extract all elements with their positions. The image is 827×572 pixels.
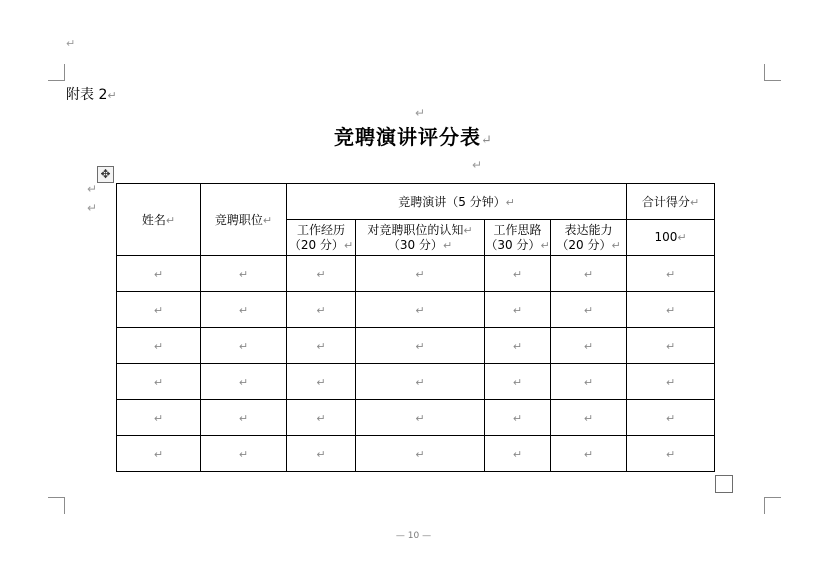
crop-mark-bottom-left bbox=[48, 497, 65, 514]
header-name[interactable]: 姓名↵ bbox=[117, 184, 201, 256]
paragraph-mark: ↵ bbox=[316, 375, 326, 389]
paragraph-mark: ↵ bbox=[415, 267, 425, 281]
paragraph-mark: ↵ bbox=[66, 37, 76, 50]
paragraph-mark: ↵ bbox=[153, 411, 164, 425]
table-cell[interactable] bbox=[551, 292, 627, 328]
table-row bbox=[117, 328, 715, 364]
paragraph-mark: ↵ bbox=[238, 375, 249, 389]
table-cell[interactable] bbox=[117, 436, 201, 472]
paragraph-mark: ↵ bbox=[107, 89, 117, 102]
paragraph-mark: ↵ bbox=[583, 375, 594, 389]
paragraph-mark: ↵ bbox=[665, 303, 676, 317]
page-number: — 10 — bbox=[395, 531, 432, 541]
paragraph-mark: ↵ bbox=[415, 411, 425, 425]
table-cell[interactable] bbox=[485, 256, 551, 292]
paragraph-mark: ↵ bbox=[415, 339, 425, 353]
page-title-text: 竞聘演讲评分表 bbox=[334, 125, 482, 149]
table-row bbox=[117, 436, 715, 472]
paragraph-mark: ↵ bbox=[153, 339, 164, 353]
table-cell[interactable] bbox=[356, 256, 485, 292]
table-cell[interactable] bbox=[627, 436, 715, 472]
table-cell[interactable] bbox=[627, 256, 715, 292]
paragraph-mark: ↵ bbox=[472, 158, 483, 172]
score-table bbox=[116, 183, 715, 472]
table-cell[interactable] bbox=[485, 328, 551, 364]
table-cell[interactable] bbox=[356, 328, 485, 364]
paragraph-mark: ↵ bbox=[583, 303, 594, 317]
paragraph-mark: ↵ bbox=[512, 267, 523, 281]
header-work-ideas[interactable]: 工作思路 （30 分）↵ bbox=[485, 220, 551, 256]
paragraph-mark: ↵ bbox=[87, 201, 98, 215]
paragraph-mark: ↵ bbox=[238, 339, 249, 353]
table-cell[interactable] bbox=[201, 400, 287, 436]
paragraph-mark: ↵ bbox=[238, 303, 249, 317]
paragraph-mark: ↵ bbox=[153, 375, 164, 389]
paragraph-mark: ↵ bbox=[415, 375, 425, 389]
header-position[interactable]: 竞聘职位↵ bbox=[201, 184, 287, 256]
paragraph-mark: ↵ bbox=[512, 375, 523, 389]
table-move-handle-icon[interactable]: ✥ bbox=[97, 166, 114, 183]
table-cell[interactable] bbox=[627, 400, 715, 436]
table-cell[interactable] bbox=[551, 364, 627, 400]
paragraph-mark: ↵ bbox=[238, 447, 249, 461]
table-cell[interactable] bbox=[201, 328, 287, 364]
paragraph-mark: ↵ bbox=[665, 339, 676, 353]
attachment-label bbox=[66, 84, 117, 104]
header-work-experience[interactable]: 工作经历 （20 分）↵ bbox=[287, 220, 356, 256]
paragraph-mark: ↵ bbox=[583, 339, 594, 353]
paragraph-mark: ↵ bbox=[415, 106, 426, 120]
paragraph-mark: ↵ bbox=[512, 339, 523, 353]
table-cell[interactable] bbox=[485, 292, 551, 328]
paragraph-mark: ↵ bbox=[583, 267, 594, 281]
table-cell[interactable] bbox=[117, 328, 201, 364]
table-cell[interactable] bbox=[287, 400, 356, 436]
paragraph-mark: ↵ bbox=[665, 411, 676, 425]
paragraph-mark: ↵ bbox=[153, 447, 164, 461]
paragraph-mark: ↵ bbox=[665, 267, 676, 281]
header-position-understanding[interactable]: 对竞聘职位的认知↵ （30 分）↵ bbox=[356, 220, 485, 256]
table-cell[interactable] bbox=[485, 436, 551, 472]
header-total-score[interactable]: 100↵ bbox=[627, 220, 715, 256]
table-row bbox=[117, 256, 715, 292]
paragraph-mark: ↵ bbox=[583, 411, 594, 425]
paragraph-mark: ↵ bbox=[87, 182, 98, 196]
table-cell[interactable] bbox=[485, 364, 551, 400]
table-cell[interactable] bbox=[117, 364, 201, 400]
table-row bbox=[117, 292, 715, 328]
paragraph-mark: ↵ bbox=[153, 267, 164, 281]
table-cell[interactable] bbox=[551, 256, 627, 292]
paragraph-mark: ↵ bbox=[583, 447, 594, 461]
page-title bbox=[0, 121, 827, 150]
table-cell[interactable] bbox=[551, 328, 627, 364]
table-cell[interactable] bbox=[287, 328, 356, 364]
table-cell[interactable] bbox=[627, 292, 715, 328]
crop-mark-top-right bbox=[764, 64, 781, 81]
table-row bbox=[117, 400, 715, 436]
crop-mark-bottom-right bbox=[764, 497, 781, 514]
paragraph-mark: ↵ bbox=[153, 303, 164, 317]
header-expression-ability[interactable]: 表达能力 （20 分）↵ bbox=[551, 220, 627, 256]
table-cell[interactable] bbox=[551, 400, 627, 436]
paragraph-mark: ↵ bbox=[316, 447, 326, 461]
paragraph-mark: ↵ bbox=[415, 303, 425, 317]
paragraph-mark: ↵ bbox=[665, 447, 676, 461]
table-cell[interactable] bbox=[201, 256, 287, 292]
table-cell[interactable] bbox=[356, 436, 485, 472]
table-cell[interactable] bbox=[201, 292, 287, 328]
table-cell[interactable] bbox=[356, 292, 485, 328]
table-cell[interactable] bbox=[201, 436, 287, 472]
table-cell[interactable] bbox=[287, 436, 356, 472]
table-body bbox=[117, 256, 715, 472]
table-cell[interactable] bbox=[117, 256, 201, 292]
table-cell[interactable] bbox=[287, 364, 356, 400]
paragraph-mark: ↵ bbox=[481, 133, 493, 148]
paragraph-mark: ↵ bbox=[665, 375, 676, 389]
paragraph-mark: ↵ bbox=[512, 411, 523, 425]
table-cell[interactable] bbox=[117, 292, 201, 328]
table-cell[interactable] bbox=[287, 292, 356, 328]
table-cell[interactable] bbox=[287, 256, 356, 292]
table-row bbox=[117, 364, 715, 400]
table-header-row bbox=[117, 184, 715, 220]
paragraph-mark: ↵ bbox=[238, 411, 249, 425]
table-cell[interactable] bbox=[356, 400, 485, 436]
table-resize-handle-icon[interactable] bbox=[715, 475, 733, 493]
crop-mark-top-left bbox=[48, 64, 65, 81]
paragraph-mark: ↵ bbox=[512, 447, 523, 461]
table-cell[interactable] bbox=[627, 328, 715, 364]
paragraph-mark: ↵ bbox=[316, 339, 326, 353]
paragraph-mark: ↵ bbox=[238, 267, 249, 281]
header-speech-group[interactable]: 竞聘演讲（5 分钟）↵ bbox=[287, 184, 627, 220]
paragraph-mark: ↵ bbox=[316, 267, 326, 281]
table-cell[interactable] bbox=[201, 364, 287, 400]
table-cell[interactable] bbox=[356, 364, 485, 400]
attachment-label-text: 附表 2 bbox=[66, 87, 108, 103]
table-cell[interactable] bbox=[485, 400, 551, 436]
paragraph-mark: ↵ bbox=[316, 303, 326, 317]
paragraph-mark: ↵ bbox=[415, 447, 425, 461]
header-total[interactable]: 合计得分↵ bbox=[627, 184, 715, 220]
paragraph-mark: ↵ bbox=[316, 411, 326, 425]
table-cell[interactable] bbox=[117, 400, 201, 436]
table-cell[interactable] bbox=[627, 364, 715, 400]
paragraph-mark: ↵ bbox=[512, 303, 523, 317]
table-cell[interactable] bbox=[551, 436, 627, 472]
